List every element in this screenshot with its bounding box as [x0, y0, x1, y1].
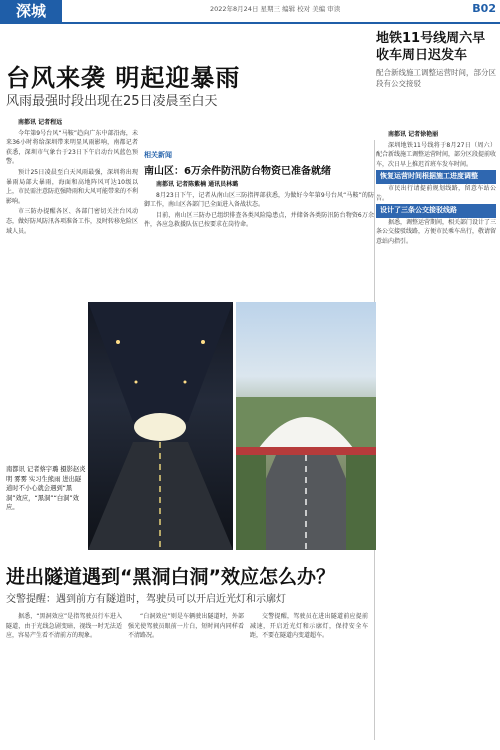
sidebar-section-heading: 恢复运营时间根据施工进度调整 — [376, 170, 496, 184]
page-header — [0, 0, 500, 22]
related-byline: 南都讯 记者陈紫楠 通讯员林璐 — [156, 181, 239, 188]
bottom-column-2 — [128, 612, 244, 642]
sidebar-byline: 南都讯 记者徐艳丽 — [388, 131, 439, 138]
main-paragraph: 预计25日凌晨至白天风雨最强，深圳将出现暴雨局部大暴雨，海面和高地阵风可达10级以上，市民需注意防范强降雨和大风可能带来的不利影响。 — [6, 168, 139, 205]
related-label: 相关新闻 — [144, 151, 172, 159]
main-byline: 南都讯 记者程远 — [18, 119, 63, 126]
page-number: B02 — [472, 2, 496, 15]
sidebar-headline: 地铁11号线周六早收车周日迟发车 — [376, 31, 486, 63]
bottom-column-1 — [6, 612, 122, 642]
tunnel-photo-bright — [236, 302, 376, 550]
sidebar-paragraph: 市民出行请提前规划线路，留意车站公告。 — [376, 184, 496, 202]
main-paragraph: 今年第9号台风“马鞍”趋向广东中部沿海，未来36小时将给深圳带来明显风雨影响，南都记者获悉，深圳市气象台于23日下午启动台风蓝色预警。 — [6, 129, 138, 166]
sidebar-body — [376, 130, 496, 248]
related-headline: 南山区：6万余件防汛防台物资已准备就绪 — [144, 166, 331, 177]
header-divider — [0, 22, 500, 24]
related-paragraph: 目前，南山区三防办已组织排查各类风险隐患点，并储备各类防汛防台物资6万余件，各应急救援队伍已按要求在岗待命。 — [144, 211, 374, 229]
photo-caption: 南都讯 记者蔡宇璐 摄影赵炎明 雾雾 实习生熊雨 进出隧道时不小心就会遇到“黑洞”效应，“黑洞”“白洞”效应。 — [6, 466, 86, 512]
header-meta: 2022年8月24日 星期三 编辑 校对 美编 审读 — [210, 5, 341, 13]
main-headline: 台风来袭 明起迎暴雨 — [6, 64, 241, 92]
bottom-headline: 进出隧道遇到“黑洞白洞”效应怎么办？ — [6, 566, 335, 588]
bottom-subheadline: 交警提醒：遇到前方有隧道时，驾驶员可以开启近光灯和示廓灯 — [6, 594, 286, 605]
main-paragraph: 市三防办提醒各区、各部门密切关注台风动态，做好防风防汛各项准备工作，及时转移危险区域人员。 — [6, 208, 139, 235]
bottom-column-3 — [250, 612, 368, 642]
related-body — [144, 180, 374, 231]
bottom-paragraph: 据悉，“黑洞效应”是指驾驶员行车进入隧道，由于光线急剧变暗，视线一时无法适应，容易产生看不清前方的现象。 — [6, 613, 122, 640]
sidebar-paragraph: 据悉，调整运营期间，相关部门设计了三条公交接驳线路，方便市民乘车出行，敬请留意站内指引。 — [376, 218, 497, 245]
related-news — [144, 150, 374, 177]
bottom-paragraph: “白洞效应”则是车辆驶出隧道时，外部强光使驾驶员眼前一片白，短时间内同样看不清路况。 — [128, 613, 244, 640]
section-tag: 深城 — [0, 0, 62, 22]
tunnel-photo-dark — [88, 302, 233, 550]
main-subheadline: 风雨最强时段出现在25日凌晨至白天 — [6, 94, 218, 109]
tunnel-illustration — [88, 302, 233, 550]
sidebar-subheadline: 配合新线施工调整运营时间，部分区段有公交接驳 — [376, 68, 496, 88]
sidebar-paragraph: 深圳地铁11号线将于8月27日（周六）配合新线施工调整运营时间，部分区段提前收车，次日早上推迟首班车发车时间。 — [376, 141, 497, 168]
sidebar-section-heading: 设计了三条公交接驳线路 — [376, 204, 496, 218]
tunnel-exit-illustration — [236, 302, 376, 550]
related-paragraph: 8月23日下午，记者从南山区三防指挥部获悉，为做好今年第9号台风“马鞍”的防御工作，南山区各部门已全面进入备战状态。 — [144, 191, 374, 209]
bottom-paragraph: 交警提醒，驾驶员在进出隧道前应提前减速，开启近光灯和示廓灯，保持安全车距，不要在隧道内变道超车。 — [250, 613, 368, 640]
main-article-body — [6, 118, 138, 237]
